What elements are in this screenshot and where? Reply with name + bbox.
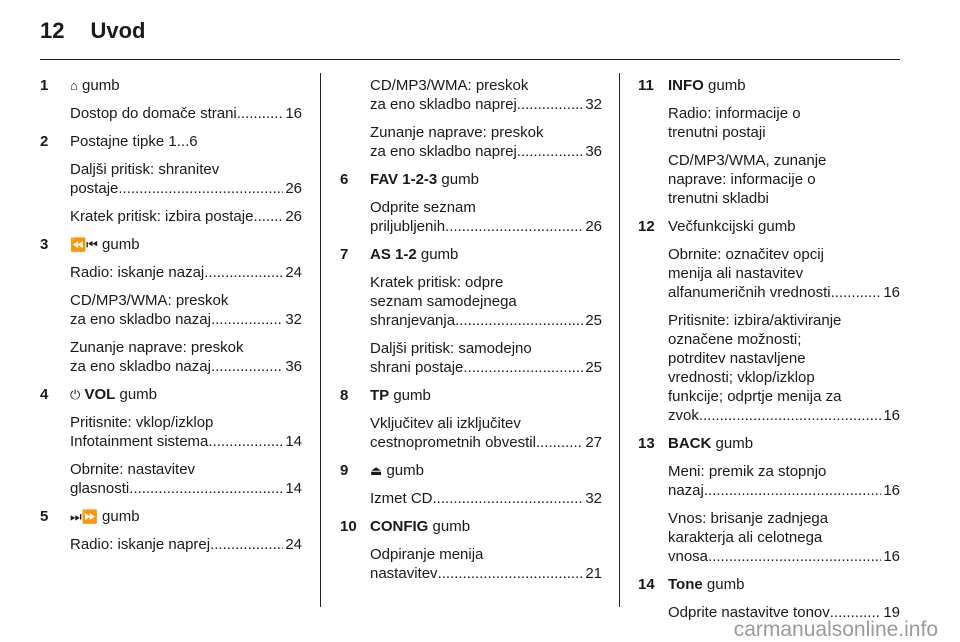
- column-2: [340, 76, 602, 592]
- item-label: gumb: [97, 236, 140, 253]
- entry-text: Radio: iskanje naprej: [70, 536, 211, 553]
- list-entry: [668, 509, 900, 566]
- entry-text: menija ali nastavitev: [668, 265, 804, 282]
- column-divider-1: [320, 73, 321, 607]
- entry-text: zvok: [668, 407, 699, 424]
- entry-text: označene možnosti;: [668, 331, 802, 348]
- page-ref: 14: [285, 480, 302, 497]
- entry-text: seznam samodejnega: [370, 293, 517, 310]
- entry-text: Radio: informacije o: [668, 105, 801, 122]
- seek-back-icon: ⏪⏮: [70, 237, 98, 252]
- entry-text: cestnoprometnih obvestil: [370, 434, 536, 451]
- item-number: 14: [638, 576, 655, 593]
- page-ref: 36: [285, 358, 302, 375]
- item-number: 3: [40, 236, 49, 253]
- page-title: Uvod: [90, 18, 146, 43]
- entry-text: naprave: informacije o: [668, 171, 816, 188]
- item-number: 9: [340, 462, 349, 479]
- list-item: [638, 76, 900, 95]
- item-key: INFO: [668, 77, 704, 94]
- item-label: gumb: [702, 576, 745, 593]
- entry-text: Zunanje naprave: preskok: [70, 339, 244, 356]
- item-number: 1: [40, 77, 49, 94]
- item-number: 6: [340, 171, 349, 188]
- entry-text: Zunanje naprave: preskok: [370, 124, 544, 141]
- column-divider-2: [619, 73, 620, 607]
- page-ref: 24: [285, 264, 302, 281]
- page-ref: 16: [883, 407, 900, 424]
- item-key: Tone: [668, 576, 703, 593]
- list-entry: [668, 104, 900, 142]
- item-label: gumb: [382, 462, 424, 479]
- list-entry: [370, 414, 602, 452]
- item-key: FAV 1-2-3: [370, 171, 438, 188]
- entry-text: vrednosti; vklop/izklop: [668, 369, 815, 386]
- eject-icon: ⏏: [370, 463, 383, 478]
- page-ref: 14: [285, 433, 302, 450]
- list-item: [40, 385, 302, 404]
- header-rule: [40, 59, 900, 60]
- entry-text: Odprite seznam: [370, 199, 476, 216]
- item-number: 8: [340, 387, 349, 404]
- entry-text: nazaj: [668, 482, 704, 499]
- item-key: CONFIG: [370, 518, 429, 535]
- item-label: Večfunkcijski gumb: [668, 218, 796, 235]
- list-entry: [370, 123, 602, 161]
- entry-text: Izmet CD: [370, 490, 433, 507]
- entry-text: Vnos: brisanje zadnjega: [668, 510, 829, 527]
- item-number: 4: [40, 386, 49, 403]
- entry-text: za eno skladbo nazaj: [70, 311, 211, 328]
- page-ref: 32: [285, 311, 302, 328]
- list-entry: [70, 460, 302, 498]
- page-ref: 36: [585, 143, 602, 160]
- item-number: 7: [340, 246, 349, 263]
- page-ref: 26: [285, 208, 302, 225]
- entry-text: Odpiranje menija: [370, 546, 484, 563]
- list-entry: [70, 263, 302, 282]
- page-ref: 26: [285, 180, 302, 197]
- item-key: VOL: [80, 386, 116, 403]
- entry-text: Pritisnite: izbira/aktiviranje: [668, 312, 842, 329]
- entry-text: za eno skladbo naprej: [370, 143, 517, 160]
- item-number: 12: [638, 218, 655, 235]
- item-key: TP: [370, 387, 390, 404]
- list-item: [638, 217, 900, 236]
- entry-text: postaje: [70, 180, 119, 197]
- page-ref: 16: [883, 548, 900, 565]
- list-item: [40, 235, 302, 254]
- list-entry: [370, 489, 602, 508]
- entry-text: Vključitev ali izključitev: [370, 415, 521, 432]
- entry-text: glasnosti: [70, 480, 130, 497]
- list-entry: [668, 462, 900, 500]
- item-key: BACK: [668, 435, 712, 452]
- list-item: [40, 76, 302, 95]
- entry-text: Pritisnite: vklop/izklop: [70, 414, 214, 431]
- item-label: gumb: [416, 246, 459, 263]
- item-number: 10: [340, 518, 357, 535]
- page-ref: 25: [585, 359, 602, 376]
- entry-text: za eno skladbo naprej: [370, 96, 517, 113]
- item-label: gumb: [115, 386, 158, 403]
- entry-text: Daljši pritisk: shranitev: [70, 161, 220, 178]
- page-ref: 16: [883, 284, 900, 301]
- list-item: [638, 575, 900, 594]
- page-header: [40, 18, 145, 44]
- item-label: gumb: [437, 171, 479, 188]
- seek-forward-icon: ⏭⏩: [70, 509, 98, 524]
- list-entry: [668, 151, 900, 208]
- list-entry: [370, 339, 602, 377]
- list-item: [340, 461, 602, 480]
- page-ref: 21: [585, 565, 602, 582]
- entry-text: nastavitev: [370, 565, 438, 582]
- entry-text: Dostop do domače strani: [70, 105, 237, 122]
- page-ref: 16: [285, 105, 302, 122]
- entry-text: shrani postaje: [370, 359, 464, 376]
- list-entry: [370, 273, 602, 330]
- list-entry: [70, 413, 302, 451]
- item-label: Postajne tipke 1...6: [70, 133, 198, 150]
- home-icon: ⌂: [70, 78, 78, 93]
- page-ref: 27: [585, 434, 602, 451]
- item-number: 11: [638, 77, 654, 94]
- entry-text: CD/MP3/WMA: preskok: [370, 77, 529, 94]
- item-label: gumb: [711, 435, 754, 452]
- list-item: [340, 170, 602, 189]
- column-1: [40, 76, 302, 563]
- page-ref: 16: [883, 482, 900, 499]
- entry-text: za eno skladbo nazaj: [70, 358, 211, 375]
- entry-text: CD/MP3/WMA, zunanje: [668, 152, 827, 169]
- list-item: [340, 517, 602, 536]
- list-entry: [70, 291, 302, 329]
- entry-text: CD/MP3/WMA: preskok: [70, 292, 229, 309]
- entry-text: vnosa: [668, 548, 709, 565]
- list-entry: [370, 76, 602, 114]
- item-number: 5: [40, 508, 49, 525]
- entry-text: trenutni skladbi: [668, 190, 769, 207]
- entry-text: Kratek pritisk: izbira postaje: [70, 208, 254, 225]
- entry-text: Daljši pritisk: samodejno: [370, 340, 532, 357]
- item-label: gumb: [389, 387, 431, 404]
- list-entry: [668, 311, 900, 425]
- item-key: AS 1-2: [370, 246, 417, 263]
- column-3: [638, 76, 900, 631]
- item-label: gumb: [703, 77, 746, 94]
- entry-text: funkcije; odprtje menija za: [668, 388, 842, 405]
- list-item: [638, 434, 900, 453]
- list-entry: [70, 338, 302, 376]
- page-ref: 19: [883, 604, 900, 621]
- item-number: 2: [40, 133, 49, 150]
- list-entry: [370, 545, 602, 583]
- entry-text: shranjevanja: [370, 312, 456, 329]
- entry-text: Obrnite: označitev opcij: [668, 246, 824, 263]
- list-item: [40, 132, 302, 151]
- entry-text: Infotainment sistema: [70, 433, 209, 450]
- entry-text: priljubljenih: [370, 218, 446, 235]
- page-ref: 25: [585, 312, 602, 329]
- list-entry: [370, 198, 602, 236]
- watermark: carmanualsonline.info: [733, 618, 938, 641]
- item-number: 13: [638, 435, 655, 452]
- list-entry: [70, 535, 302, 554]
- entry-text: karakterja ali celotnega: [668, 529, 823, 546]
- entry-text: Meni: premik za stopnjo: [668, 463, 827, 480]
- page-number: 12: [40, 18, 65, 43]
- list-item: [340, 245, 602, 264]
- list-entry: [70, 104, 302, 123]
- page-ref: 24: [285, 536, 302, 553]
- list-item: [40, 507, 302, 526]
- list-entry: [668, 245, 900, 302]
- list-entry: [70, 207, 302, 226]
- item-label: gumb: [77, 77, 120, 94]
- entry-text: Obrnite: nastavitev: [70, 461, 196, 478]
- entry-text: trenutni postaji: [668, 124, 766, 141]
- page-ref: 32: [585, 96, 602, 113]
- power-icon: ⏻: [70, 387, 81, 402]
- item-label: gumb: [428, 518, 471, 535]
- item-label: gumb: [97, 508, 140, 525]
- entry-text: potrditev nastavljene: [668, 350, 806, 367]
- entry-text: Kratek pritisk: odpre: [370, 274, 504, 291]
- entry-text: Radio: iskanje nazaj: [70, 264, 205, 281]
- page-ref: 26: [585, 218, 602, 235]
- entry-text: Odprite nastavitve tonov: [668, 604, 830, 621]
- list-item: [340, 386, 602, 405]
- list-entry: [70, 160, 302, 198]
- entry-text: alfanumeričnih vrednosti: [668, 284, 831, 301]
- page-ref: 32: [585, 490, 602, 507]
